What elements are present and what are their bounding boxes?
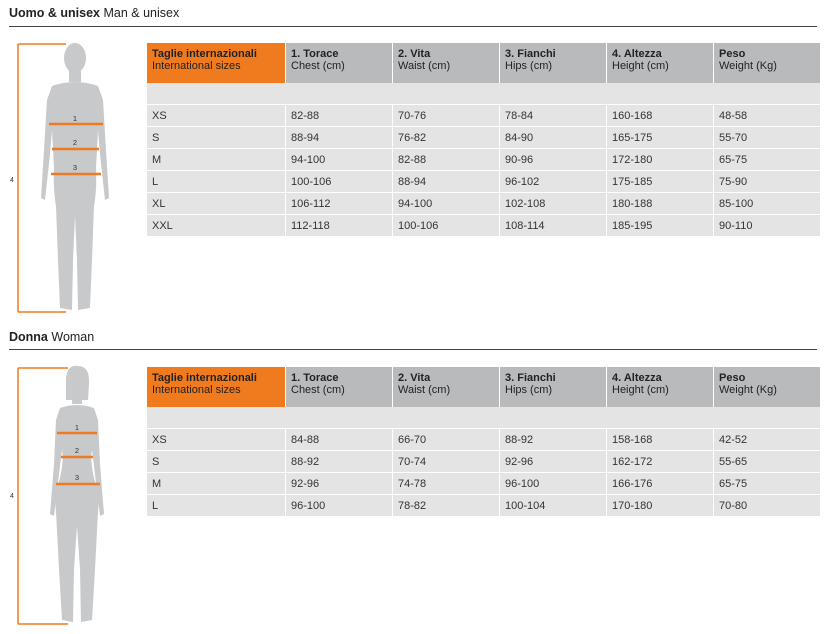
woman-header-waist: 2. Vita Waist (cm) — [393, 367, 499, 407]
woman-height-label: 4 — [10, 493, 14, 500]
table-cell: 90-96 — [500, 149, 606, 171]
table-cell: 92-96 — [500, 451, 606, 473]
table-cell: 48-58 — [714, 105, 820, 127]
man-marker-2: 2 — [72, 138, 78, 147]
man-header-hips: 3. Fianchi Hips (cm) — [500, 43, 606, 83]
table-cell: 172-180 — [607, 149, 713, 171]
woman-header-size: Taglie internazionali International sizes — [147, 367, 285, 407]
table-cell: S — [147, 451, 285, 473]
table-cell: 112-118 — [286, 215, 392, 237]
table-cell: 88-94 — [393, 171, 499, 193]
table-cell: 94-100 — [393, 193, 499, 215]
woman-silhouette-figure — [8, 354, 138, 634]
table-cell: 102-108 — [500, 193, 606, 215]
table-cell: 92-96 — [286, 473, 392, 495]
woman-marker-2: 2 — [74, 446, 80, 455]
woman-header-chest: 1. Torace Chest (cm) — [286, 367, 392, 407]
table-cell: L — [147, 495, 285, 517]
table-row — [147, 105, 820, 127]
table-cell: 70-74 — [393, 451, 499, 473]
table-cell: 100-106 — [393, 215, 499, 237]
table-cell: 82-88 — [286, 105, 392, 127]
table-cell: 85-100 — [714, 193, 820, 215]
woman-section — [0, 326, 826, 631]
woman-size-table — [146, 367, 821, 517]
table-row — [147, 149, 820, 171]
table-cell: 175-185 — [607, 171, 713, 193]
man-header-height: 4. Altezza Height (cm) — [607, 43, 713, 83]
table-cell: 74-78 — [393, 473, 499, 495]
table-cell: 78-84 — [500, 105, 606, 127]
woman-header-hips: 3. Fianchi Hips (cm) — [500, 367, 606, 407]
woman-marker-3: 3 — [74, 473, 80, 482]
man-header-size: Taglie internazionali International sizes — [147, 43, 285, 83]
man-header-waist: 2. Vita Waist (cm) — [393, 43, 499, 83]
table-cell: 96-102 — [500, 171, 606, 193]
table-cell: 100-104 — [500, 495, 606, 517]
table-cell: 94-100 — [286, 149, 392, 171]
table-cell: 170-180 — [607, 495, 713, 517]
table-cell: 76-82 — [393, 127, 499, 149]
table-cell: 96-100 — [500, 473, 606, 495]
table-cell: 100-106 — [286, 171, 392, 193]
table-row — [147, 215, 820, 237]
table-cell: 82-88 — [393, 149, 499, 171]
table-cell: XXL — [147, 215, 285, 237]
man-header-chest: 1. Torace Chest (cm) — [286, 43, 392, 83]
table-cell: 65-75 — [714, 149, 820, 171]
table-row — [147, 495, 820, 517]
table-cell: 42-52 — [714, 429, 820, 451]
table-cell: 70-80 — [714, 495, 820, 517]
table-cell: 55-65 — [714, 451, 820, 473]
man-title-rule — [9, 26, 817, 27]
table-row — [147, 429, 820, 451]
man-header-weight: Peso Weight (Kg) — [714, 43, 820, 83]
woman-body-silhouette — [50, 366, 104, 622]
table-cell: 108-114 — [500, 215, 606, 237]
table-cell: 75-90 — [714, 171, 820, 193]
man-marker-1: 1 — [72, 114, 78, 123]
table-cell: 162-172 — [607, 451, 713, 473]
man-marker-3: 3 — [72, 163, 78, 172]
table-cell: 84-88 — [286, 429, 392, 451]
table-cell: M — [147, 149, 285, 171]
table-cell: 88-94 — [286, 127, 392, 149]
table-cell: 90-110 — [714, 215, 820, 237]
table-row — [147, 127, 820, 149]
woman-section-title: Donna Woman — [9, 330, 95, 344]
table-cell: 96-100 — [286, 495, 392, 517]
woman-header-weight: Peso Weight (Kg) — [714, 367, 820, 407]
table-cell: 185-195 — [607, 215, 713, 237]
man-height-label: 4 — [10, 177, 14, 184]
table-cell: 65-75 — [714, 473, 820, 495]
table-cell: 88-92 — [500, 429, 606, 451]
table-cell: XL — [147, 193, 285, 215]
man-size-table — [146, 43, 821, 237]
table-cell: 84-90 — [500, 127, 606, 149]
table-row — [147, 473, 820, 495]
table-cell: 106-112 — [286, 193, 392, 215]
table-cell: M — [147, 473, 285, 495]
woman-marker-1: 1 — [74, 423, 80, 432]
table-cell: 88-92 — [286, 451, 392, 473]
table-row — [147, 171, 820, 193]
table-cell: 70-76 — [393, 105, 499, 127]
woman-header-height: 4. Altezza Height (cm) — [607, 367, 713, 407]
table-cell: XS — [147, 429, 285, 451]
table-cell: 158-168 — [607, 429, 713, 451]
table-cell: L — [147, 171, 285, 193]
table-cell: 66-70 — [393, 429, 499, 451]
man-body-silhouette — [41, 43, 109, 310]
table-cell: 180-188 — [607, 193, 713, 215]
man-silhouette-figure — [8, 30, 138, 320]
table-cell: 166-176 — [607, 473, 713, 495]
table-cell: 55-70 — [714, 127, 820, 149]
man-section-title: Uomo & unisex Man & unisex — [9, 6, 180, 20]
table-cell: XS — [147, 105, 285, 127]
woman-title-rule — [9, 349, 817, 350]
table-cell: 165-175 — [607, 127, 713, 149]
table-cell: 78-82 — [393, 495, 499, 517]
table-row — [147, 451, 820, 473]
table-cell: S — [147, 127, 285, 149]
table-cell: 160-168 — [607, 105, 713, 127]
table-row — [147, 193, 820, 215]
